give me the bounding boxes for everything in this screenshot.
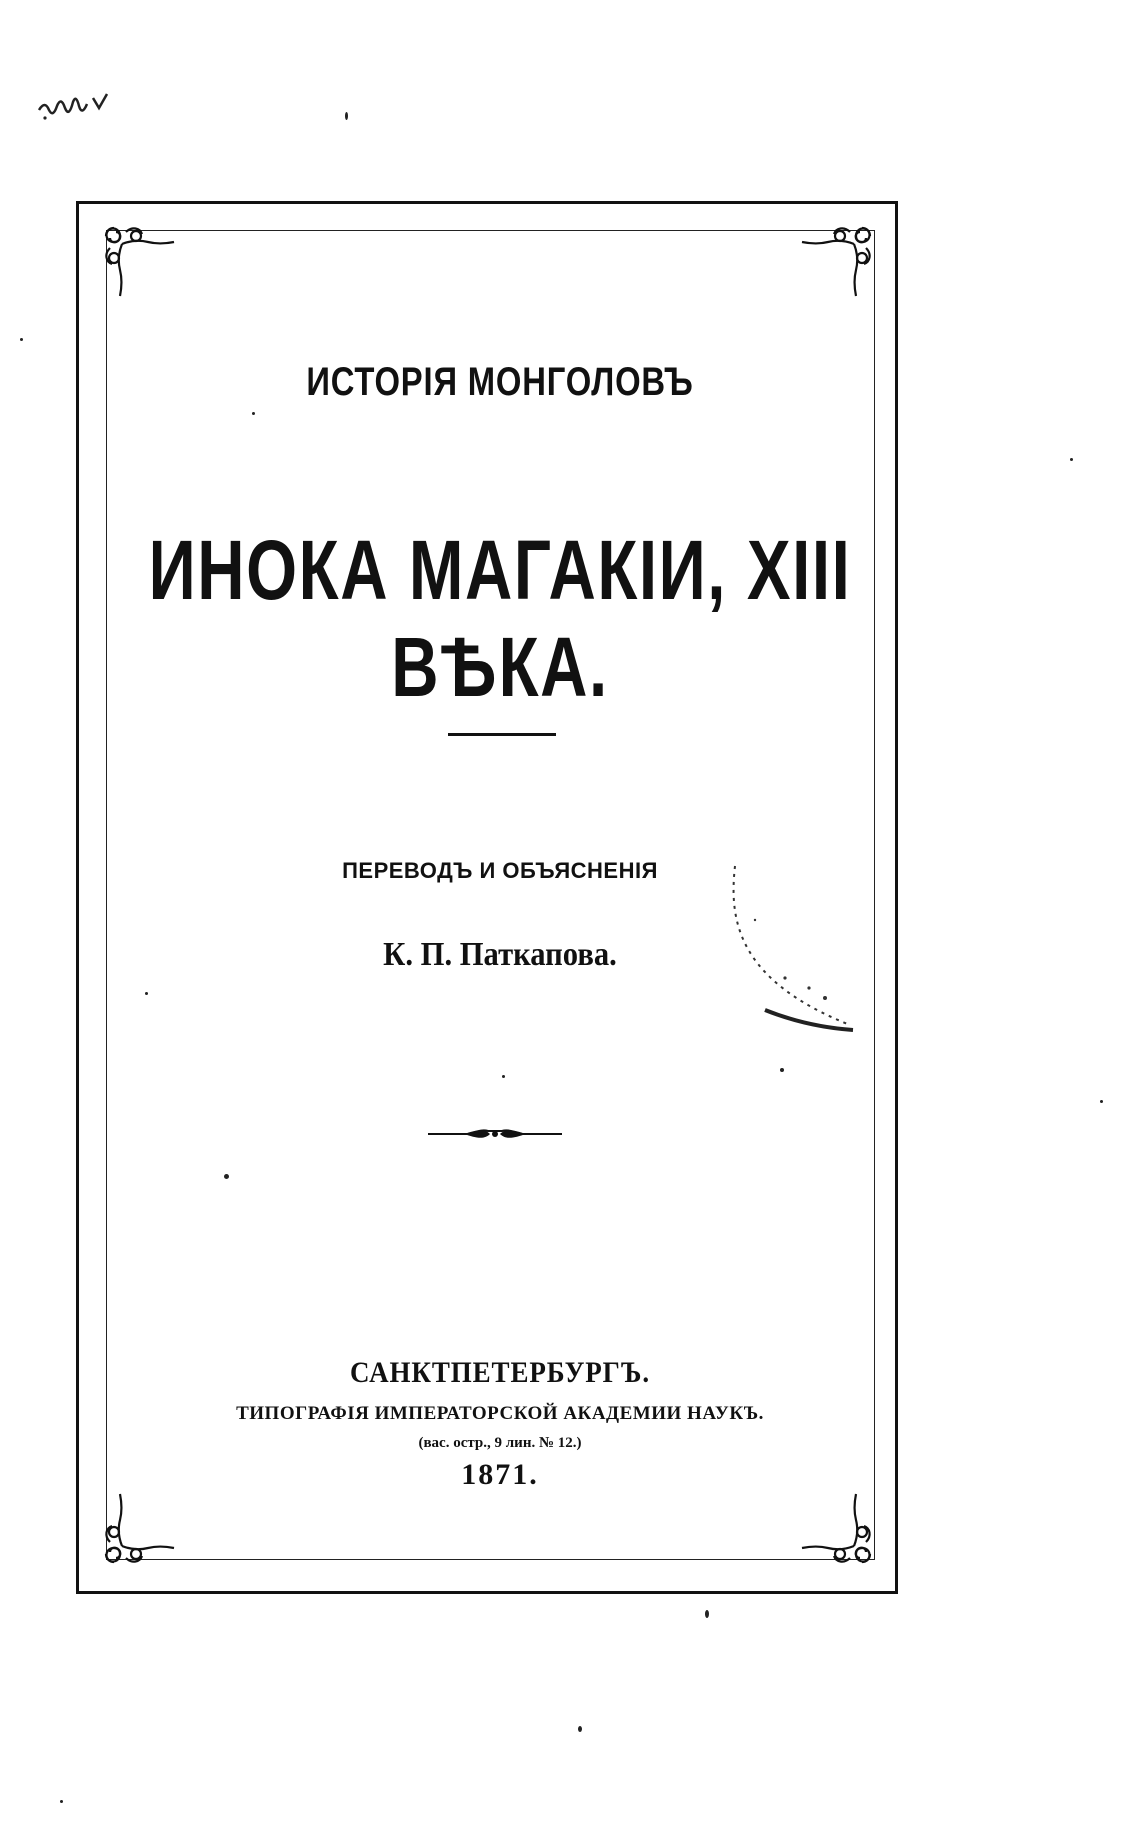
divider-rule: [448, 733, 556, 736]
speck: [20, 338, 23, 341]
title-line-2: ИНОКА МАГАКІИ, XIII ВѢКА.: [148, 523, 852, 714]
speck: [705, 1610, 709, 1618]
speck: [578, 1726, 582, 1732]
imprint-address: (вас. остр., 9 лин. № 12.): [418, 1435, 582, 1451]
library-stamp-icon: [725, 860, 855, 1035]
ornamental-rule-icon: [428, 1126, 562, 1142]
speck: [345, 112, 348, 120]
corner-flourish-icon: [96, 218, 186, 308]
imprint-press: ТИПОГРАФІЯ ИМПЕРАТОРСКОЙ АКАДЕМИИ НАУКЪ.: [236, 1403, 764, 1424]
author-name: К. П. Паткапова.: [383, 936, 617, 973]
corner-flourish-icon: [790, 1482, 880, 1572]
subtitle: ПЕРЕВОДЪ И ОБЪЯСНЕНІЯ: [342, 858, 658, 883]
corner-flourish-icon: [790, 218, 880, 308]
imprint-city: САНКТПЕТЕРБУРГЪ.: [350, 1356, 650, 1389]
imprint-year: 1871.: [461, 1458, 539, 1491]
speck: [1070, 458, 1073, 461]
speck: [1100, 1100, 1103, 1103]
title-line-1: ИСТОРІЯ МОНГОЛОВЪ: [306, 360, 694, 404]
handwritten-mark: [35, 88, 125, 128]
corner-flourish-icon: [96, 1482, 186, 1572]
speck: [60, 1800, 63, 1803]
